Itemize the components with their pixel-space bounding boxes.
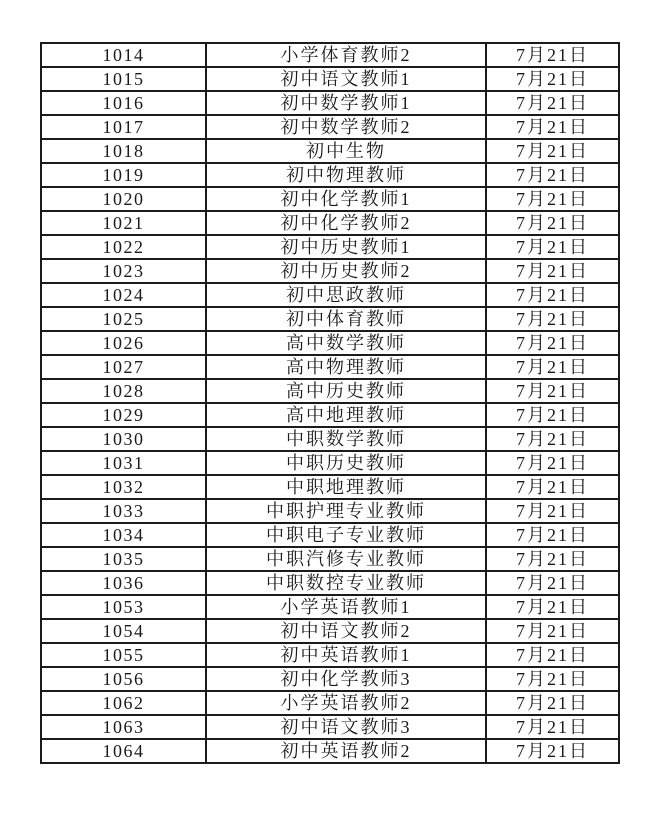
position-code-cell: 1017 [41,115,206,139]
table-row [41,715,619,739]
position-name-cell: 中职历史教师 [206,451,486,475]
table-row [41,115,619,139]
exam-date-cell: 7月21日 [486,211,619,235]
table-row [41,739,619,763]
position-name-cell: 初中物理教师 [206,163,486,187]
position-code-cell: 1036 [41,571,206,595]
table-row [41,475,619,499]
position-name-cell: 初中化学教师3 [206,667,486,691]
position-code-cell: 1018 [41,139,206,163]
exam-date-cell: 7月21日 [486,427,619,451]
exam-date-cell: 7月21日 [486,91,619,115]
exam-date-cell: 7月21日 [486,475,619,499]
exam-date-cell: 7月21日 [486,451,619,475]
position-name-cell: 初中体育教师 [206,307,486,331]
position-name-cell: 初中数学教师2 [206,115,486,139]
position-code-cell: 1063 [41,715,206,739]
table-row [41,619,619,643]
table-row [41,451,619,475]
position-code-cell: 1016 [41,91,206,115]
position-name-cell: 初中语文教师1 [206,67,486,91]
position-code-cell: 1023 [41,259,206,283]
exam-date-cell: 7月21日 [486,187,619,211]
table-row [41,307,619,331]
position-name-cell: 初中历史教师2 [206,259,486,283]
position-name-cell: 初中语文教师2 [206,619,486,643]
exam-date-cell: 7月21日 [486,499,619,523]
position-code-cell: 1022 [41,235,206,259]
position-name-cell: 小学英语教师2 [206,691,486,715]
table-row [41,67,619,91]
position-name-cell: 中职数控专业教师 [206,571,486,595]
position-name-cell: 初中英语教师1 [206,643,486,667]
position-name-cell: 初中数学教师1 [206,91,486,115]
table-row [41,259,619,283]
table-row [41,211,619,235]
table-row [41,379,619,403]
position-code-cell: 1032 [41,475,206,499]
position-code-cell: 1062 [41,691,206,715]
position-code-cell: 1029 [41,403,206,427]
position-code-cell: 1019 [41,163,206,187]
position-name-cell: 高中物理教师 [206,355,486,379]
table-row [41,595,619,619]
table-row [41,139,619,163]
exam-date-cell: 7月21日 [486,283,619,307]
position-code-cell: 1030 [41,427,206,451]
position-name-cell: 初中历史教师1 [206,235,486,259]
exam-schedule-table [40,42,620,764]
exam-date-cell: 7月21日 [486,43,619,67]
position-name-cell: 中职汽修专业教师 [206,547,486,571]
exam-date-cell: 7月21日 [486,691,619,715]
position-code-cell: 1056 [41,667,206,691]
exam-date-cell: 7月21日 [486,739,619,763]
position-code-cell: 1015 [41,67,206,91]
exam-date-cell: 7月21日 [486,523,619,547]
position-name-cell: 中职护理专业教师 [206,499,486,523]
position-code-cell: 1034 [41,523,206,547]
position-code-cell: 1033 [41,499,206,523]
position-code-cell: 1021 [41,211,206,235]
exam-date-cell: 7月21日 [486,331,619,355]
position-code-cell: 1027 [41,355,206,379]
position-code-cell: 1035 [41,547,206,571]
table-row [41,523,619,547]
position-name-cell: 初中思政教师 [206,283,486,307]
exam-date-cell: 7月21日 [486,667,619,691]
position-code-cell: 1020 [41,187,206,211]
exam-date-cell: 7月21日 [486,355,619,379]
table-row [41,187,619,211]
position-name-cell: 初中英语教师2 [206,739,486,763]
position-name-cell: 中职数学教师 [206,427,486,451]
table-row [41,547,619,571]
exam-date-cell: 7月21日 [486,163,619,187]
exam-date-cell: 7月21日 [486,379,619,403]
table-body [41,43,619,763]
exam-date-cell: 7月21日 [486,139,619,163]
table-row [41,163,619,187]
position-name-cell: 初中化学教师2 [206,211,486,235]
exam-date-cell: 7月21日 [486,619,619,643]
exam-date-cell: 7月21日 [486,307,619,331]
table-row [41,403,619,427]
position-code-cell: 1025 [41,307,206,331]
position-name-cell: 高中数学教师 [206,331,486,355]
exam-date-cell: 7月21日 [486,571,619,595]
table-row [41,499,619,523]
table-row [41,355,619,379]
position-code-cell: 1031 [41,451,206,475]
position-code-cell: 1024 [41,283,206,307]
position-name-cell: 初中语文教师3 [206,715,486,739]
position-code-cell: 1026 [41,331,206,355]
position-code-cell: 1064 [41,739,206,763]
exam-date-cell: 7月21日 [486,259,619,283]
table-row [41,427,619,451]
position-code-cell: 1053 [41,595,206,619]
table-row [41,667,619,691]
position-name-cell: 高中历史教师 [206,379,486,403]
table-row [41,571,619,595]
table-row [41,331,619,355]
table-row [41,283,619,307]
exam-date-cell: 7月21日 [486,235,619,259]
table-row [41,235,619,259]
position-name-cell: 中职电子专业教师 [206,523,486,547]
exam-date-cell: 7月21日 [486,595,619,619]
position-name-cell: 小学体育教师2 [206,43,486,67]
table-row [41,91,619,115]
position-name-cell: 初中生物 [206,139,486,163]
exam-date-cell: 7月21日 [486,715,619,739]
position-code-cell: 1028 [41,379,206,403]
exam-date-cell: 7月21日 [486,547,619,571]
exam-date-cell: 7月21日 [486,67,619,91]
table-row [41,43,619,67]
position-code-cell: 1054 [41,619,206,643]
table-row [41,691,619,715]
position-code-cell: 1014 [41,43,206,67]
table-row [41,643,619,667]
position-name-cell: 高中地理教师 [206,403,486,427]
exam-date-cell: 7月21日 [486,643,619,667]
exam-date-cell: 7月21日 [486,115,619,139]
position-name-cell: 中职地理教师 [206,475,486,499]
position-name-cell: 初中化学教师1 [206,187,486,211]
position-name-cell: 小学英语教师1 [206,595,486,619]
exam-date-cell: 7月21日 [486,403,619,427]
position-code-cell: 1055 [41,643,206,667]
